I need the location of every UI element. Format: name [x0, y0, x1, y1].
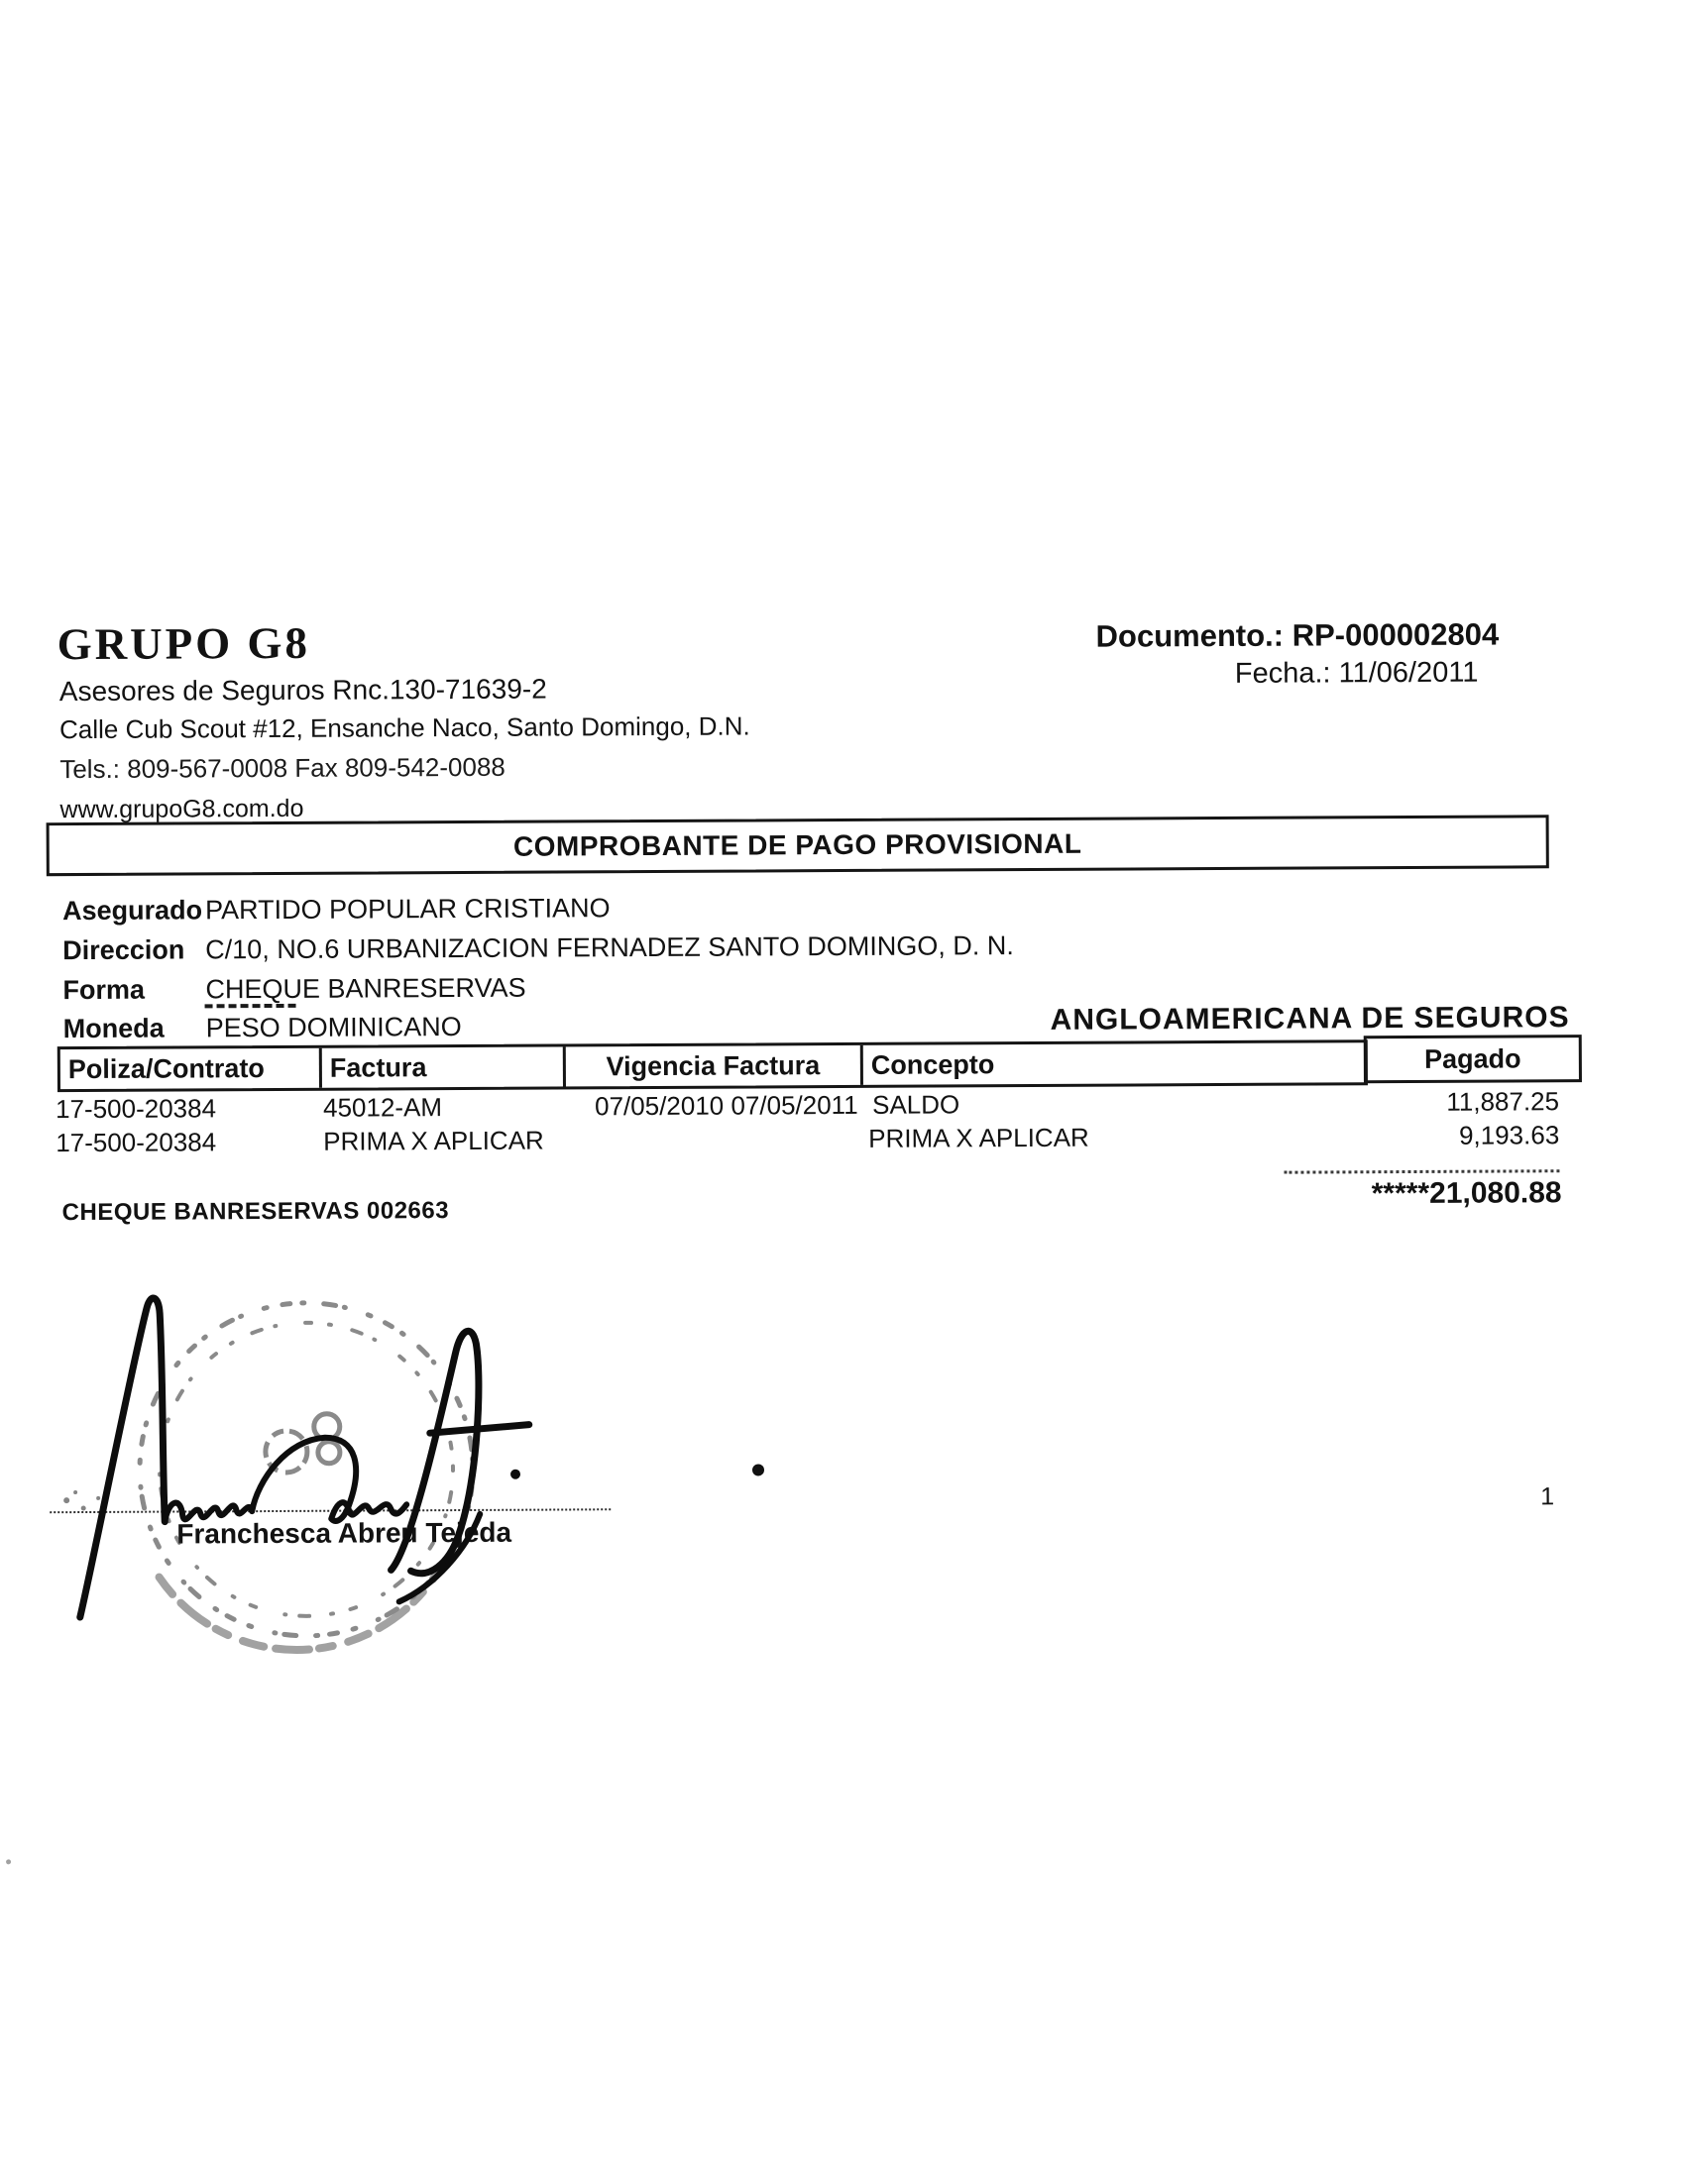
field-value-asegurado: PARTIDO POPULAR CRISTIANO [204, 893, 611, 926]
field-label-direccion: Direccion [62, 934, 185, 966]
table-header-row [57, 1039, 1368, 1092]
document-number: Documento.: RP-000002804 [1095, 616, 1500, 654]
cheque-note: CHEQUE BANRESERVAS 002663 [61, 1197, 450, 1227]
company-website: www.grupoG8.com.do [59, 794, 304, 824]
table-row-cell: 9,193.63 [1458, 1120, 1560, 1150]
table-row-cell: PRIMA X APLICAR [323, 1125, 544, 1156]
table-row-cell: 17-500-20384 [56, 1093, 217, 1125]
total-amount: *****21,080.88 [1371, 1176, 1562, 1211]
dashed-mark [205, 1004, 296, 1008]
table-row-cell: 45012-AM [323, 1092, 443, 1123]
company-name: GRUPO G8 [56, 617, 311, 670]
handwritten-signature [62, 1295, 765, 1617]
field-value-direccion: C/10, NO.6 URBANIZACION FERNADEZ SANTO DOMINGO, D. N. [205, 930, 1014, 965]
table-row-cell: 17-500-20384 [56, 1127, 217, 1158]
company-phones: Tels.: 809-567-0008 Fax 809-542-0088 [59, 751, 506, 785]
table-row-cell: 11,887.25 [1446, 1086, 1560, 1117]
col-header-factura: Factura [322, 1046, 566, 1087]
company-tagline: Asesores de Seguros Rnc.130-71639-2 [58, 673, 547, 708]
insurer-name: ANGLOAMERICANA DE SEGUROS [1050, 1001, 1570, 1037]
page-number: 1 [1540, 1482, 1555, 1511]
total-dotted-rule [1284, 1169, 1559, 1173]
scan-speck [6, 1859, 11, 1864]
field-label-moneda: Moneda [62, 1013, 165, 1044]
col-header-concepto: Concepto [870, 1048, 995, 1080]
col-header-poliza: Poliza/Contrato [60, 1048, 322, 1089]
document-date: Fecha.: 11/06/2011 [1234, 656, 1479, 690]
table-row-cell: 07/05/2010 07/05/2011 [595, 1089, 858, 1122]
signature-and-stamp [41, 1268, 776, 1669]
title-banner: COMPROBANTE DE PAGO PROVISIONAL [512, 827, 1082, 862]
table-row-cell: PRIMA X APLICAR [868, 1122, 1089, 1153]
title-banner-box [47, 815, 1549, 876]
company-address: Calle Cub Scout #12, Ensanche Naco, Santo Domingo, D.N. [59, 710, 750, 745]
table-row-cell: SALDO [871, 1089, 960, 1120]
field-value-moneda: PESO DOMINICANO [205, 1012, 462, 1043]
col-header-vigencia: Vigencia Factura [566, 1045, 863, 1087]
field-label-forma: Forma [62, 974, 146, 1006]
field-value-forma: CHEQUE BANRESERVAS [205, 972, 526, 1005]
col-header-pagado: Pagado [1364, 1035, 1582, 1083]
field-label-asegurado: Asegurado [61, 895, 203, 927]
signature-name: Franchesca Abreu Tejeda [176, 1516, 512, 1550]
